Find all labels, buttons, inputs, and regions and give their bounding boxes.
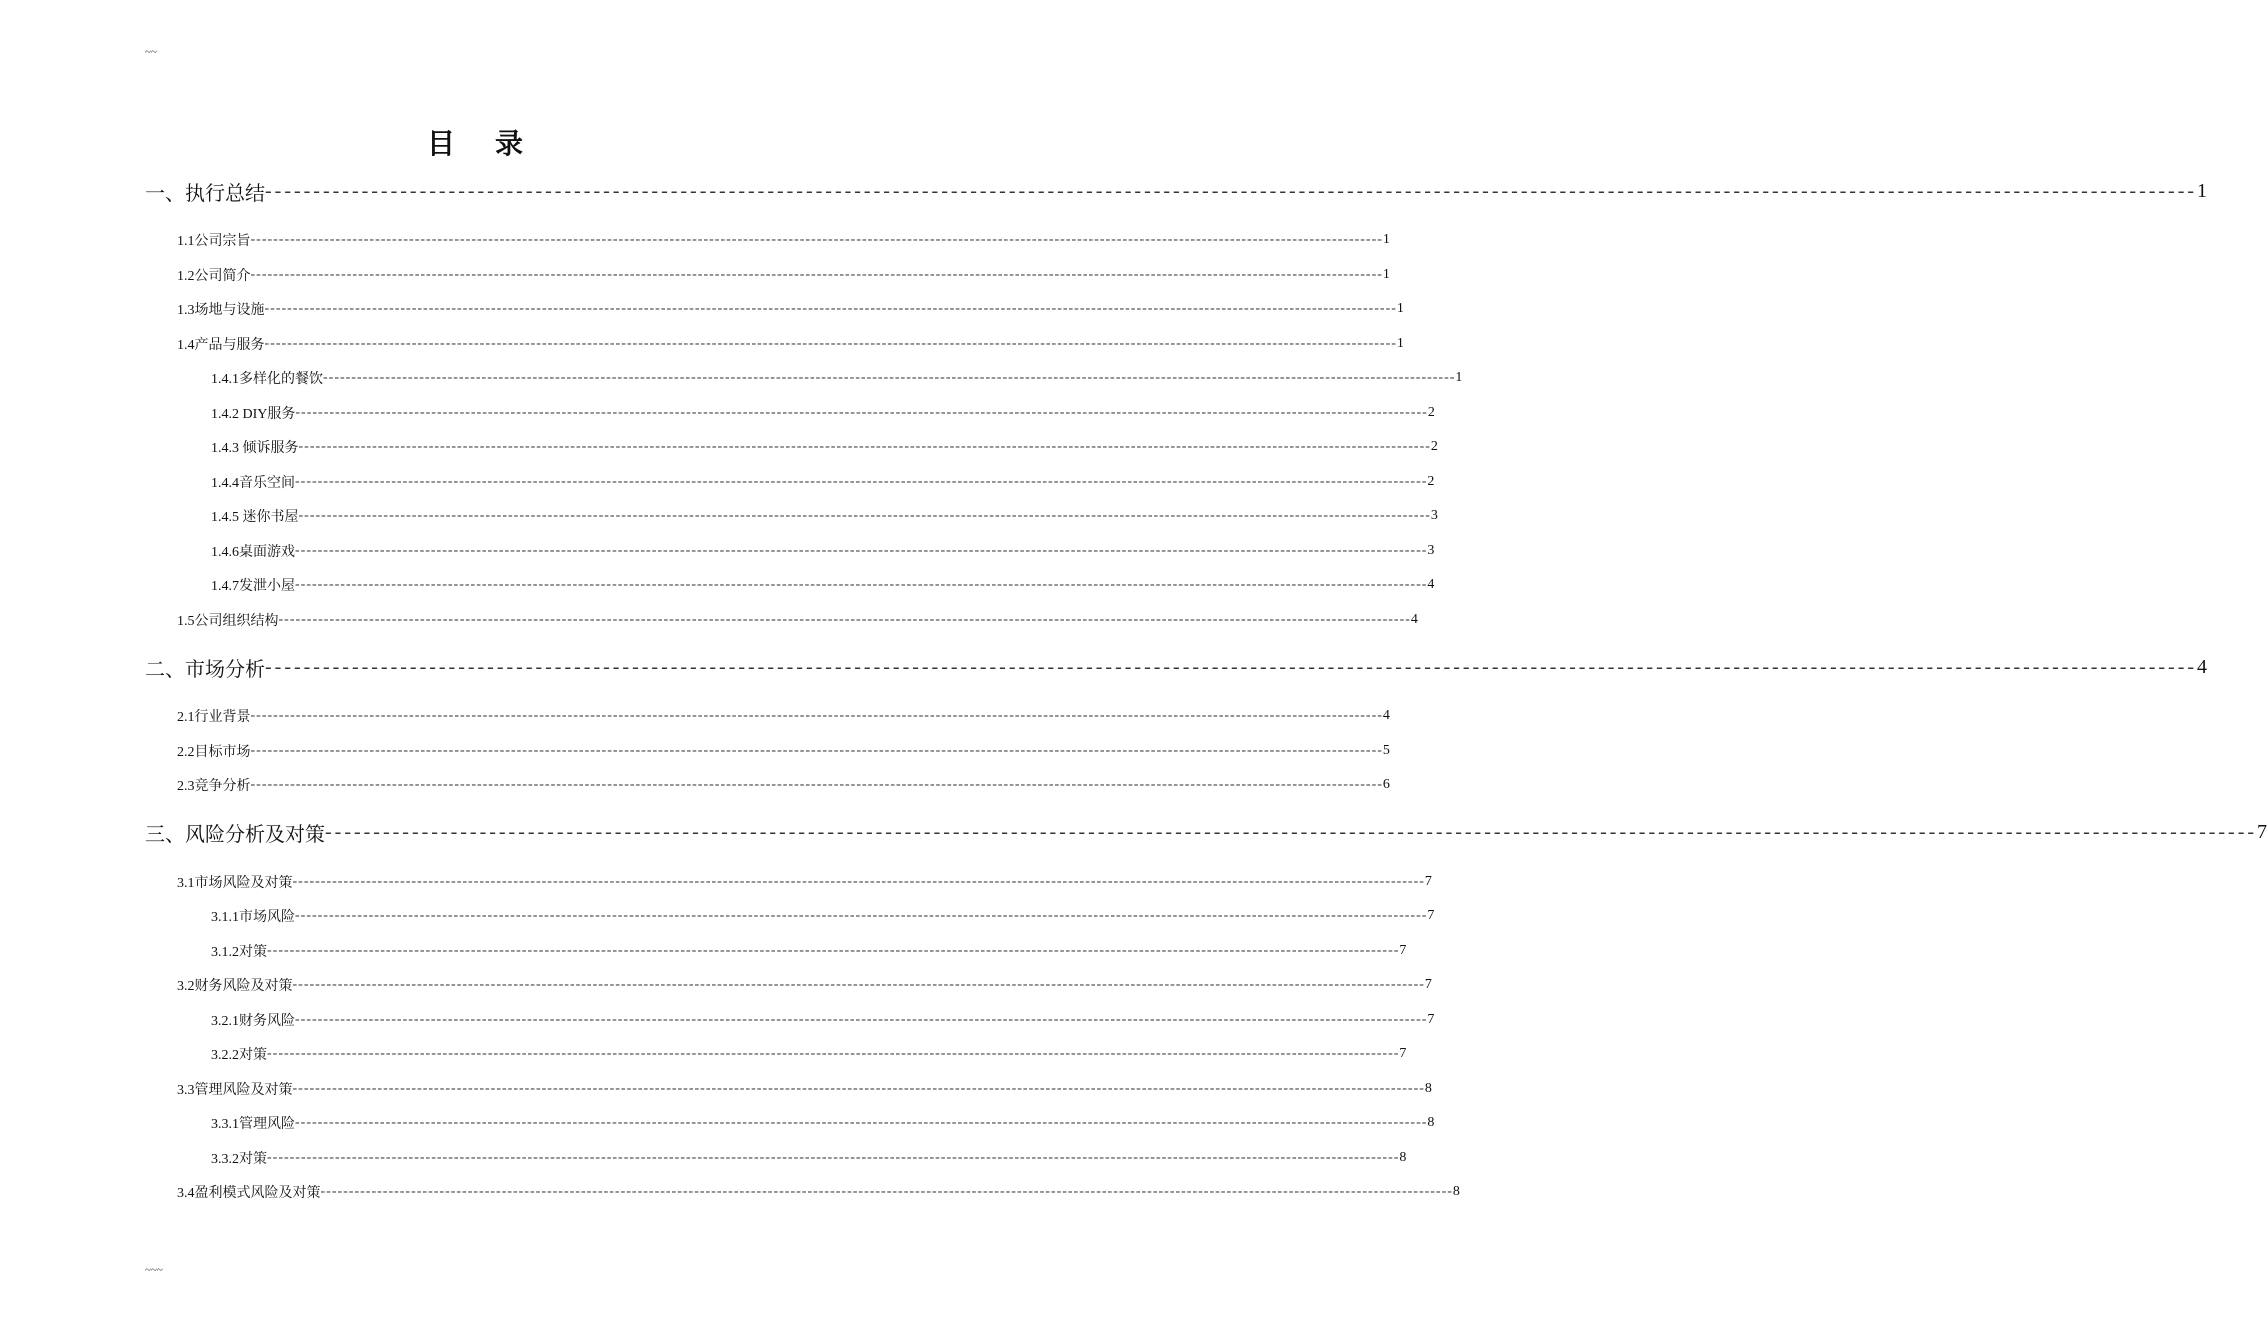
toc-entry-page: 4 — [2197, 655, 2208, 678]
toc-leader-dashes: -------------------------------------------------------------------------------------------------------------------------------------------------------------------------------------------------------- — [292, 1080, 1425, 1096]
toc-entry-page: 2 — [1427, 473, 1435, 489]
toc-entry-page: 7 — [1399, 942, 1407, 958]
toc-leader-dashes: -------------------------------------------------------------------------------------------------------------------------------------------------------------------------------------------------------- — [295, 1115, 1428, 1131]
toc-entry[interactable] — [145, 642, 2208, 692]
toc-entry-page: 1 — [1382, 266, 1390, 282]
toc-entry-page: 8 — [1424, 1080, 1432, 1096]
toc-entry[interactable] — [145, 327, 1404, 362]
toc-entry[interactable] — [145, 292, 1404, 327]
toc-entry-label: 3.2财务风险及对策 — [177, 979, 293, 995]
toc-entry-label: 1.5公司组织结构 — [177, 613, 279, 629]
page-title: 目录 — [426, 127, 563, 160]
toc-leader-dashes: -------------------------------------------------------------------------------------------------------------------------------------------------------------------------------------------------------- — [295, 473, 1428, 489]
toc-entry-label: 1.4.2 DIY服务 — [211, 406, 296, 422]
toc-leader-dashes: -------------------------------------------------------------------------------------------------------------------------------------------------------------------------------------------------------- — [292, 873, 1425, 889]
toc-entry-label: 3.1市场风险及对策 — [177, 875, 293, 891]
toc-leader-dashes: -------------------------------------------------------------------------------------------------------------------------------------------------------------------------------------------------------- — [250, 742, 1383, 758]
toc-leader-dashes: -------------------------------------------------------------------------------------------------------------------------------------------------------------------------------------------------------- — [295, 542, 1428, 558]
toc-entry[interactable] — [145, 430, 1438, 465]
toc-entry-label: 1.2公司简介 — [177, 268, 251, 284]
toc-entry[interactable] — [145, 1106, 1435, 1141]
toc-entry[interactable] — [145, 1175, 1460, 1210]
toc-entry-label: 3.3.2对策 — [211, 1151, 267, 1167]
toc-entry[interactable] — [145, 1037, 1407, 1072]
toc-leader-dashes: -------------------------------------------------------------------------------------------------------------------------------------------------------------------------------------------------------- — [323, 370, 1456, 386]
toc-entry[interactable] — [145, 808, 2267, 858]
toc-entry[interactable] — [145, 768, 1390, 803]
toc-entry[interactable] — [145, 1141, 1407, 1176]
toc-leader-dashes: -------------------------------------------------------------------------------------------------------------------------------------------------------------------------------------------------------- — [292, 977, 1425, 993]
toc-entry[interactable] — [145, 223, 1390, 258]
toc-leader-dashes: -------------------------------------------------------------------------------------------------------------------------------------------------------------------------------------------------------- — [320, 1184, 1453, 1200]
toc-entry-page: 3 — [1430, 508, 1438, 524]
toc-entry-label: 二、市场分析 — [145, 658, 265, 681]
toc-entry-label: 1.4.7发泄小屋 — [211, 579, 295, 595]
toc-entry-label: 1.4.5 迷你书屋 — [211, 510, 299, 526]
toc-entry-label: 3.3.1管理风险 — [211, 1117, 295, 1133]
toc-entry-page: 8 — [1452, 1184, 1460, 1200]
toc-entry-label: 1.4.3 倾诉服务 — [211, 441, 299, 457]
toc-leader-dashes: -------------------------------------------------------------------------------------------------------------------------------------------------------------------------------------------------------- — [295, 404, 1428, 420]
toc-entry[interactable] — [145, 899, 1435, 934]
toc-entry-label: 3.1.1市场风险 — [211, 910, 295, 926]
toc-entry[interactable] — [145, 465, 1435, 500]
toc-entry-page: 7 — [1424, 977, 1432, 993]
toc-entry-page: 7 — [2257, 821, 2267, 843]
toc-leader-dashes: -------------------------------------------------------------------------------------------------------------------------------------------------------------------------------------------------------- — [250, 266, 1383, 282]
toc-entry[interactable] — [145, 534, 1435, 569]
toc-entry[interactable] — [145, 865, 1432, 900]
toc-entry[interactable] — [145, 1072, 1432, 1107]
toc-entry-label: 1.4.6桌面游戏 — [211, 544, 295, 560]
toc-leader-dashes: -------------------------------------------------------------------------------------------------------------------------------------------------------------------------------------------------------- — [267, 1046, 1400, 1062]
toc-entry-label: 1.4.4音乐空间 — [211, 475, 295, 491]
toc-entry-page: 1 — [1396, 301, 1404, 317]
toc-entry-page: 1 — [1396, 335, 1404, 351]
toc-leader-dashes: -------------------------------------------------------------------------------------------------------------------------------------------------------------------------------------------------------- — [295, 908, 1428, 924]
toc-entry-page: 8 — [1427, 1115, 1435, 1131]
toc-entry-page: 2 — [1430, 439, 1438, 455]
toc-entry-label: 2.3竞争分析 — [177, 779, 251, 795]
toc-entry[interactable] — [145, 603, 1418, 638]
toc-leader-dashes: -------------------------------------------------------------------------------------------------------------------------------------------------------------------------------------------------------- — [265, 179, 2198, 202]
toc-entry-page: 4 — [1427, 577, 1435, 593]
toc-entry-page: 7 — [1427, 908, 1435, 924]
toc-entry-label: 3.1.2对策 — [211, 944, 267, 960]
toc-leader-dashes: -------------------------------------------------------------------------------------------------------------------------------------------------------------------------------------------------------- — [298, 439, 1431, 455]
toc-leader-dashes: -------------------------------------------------------------------------------------------------------------------------------------------------------------------------------------------------------- — [265, 655, 2198, 678]
toc-leader-dashes: -------------------------------------------------------------------------------------------------------------------------------------------------------------------------------------------------------- — [267, 942, 1400, 958]
toc-entry[interactable] — [145, 734, 1390, 769]
toc-leader-dashes: -------------------------------------------------------------------------------------------------------------------------------------------------------------------------------------------------------- — [250, 777, 1383, 793]
toc-entry[interactable] — [145, 258, 1390, 293]
toc-leader-dashes: -------------------------------------------------------------------------------------------------------------------------------------------------------------------------------------------------------- — [298, 508, 1431, 524]
page-footer-mark: ~~~ — [145, 1264, 163, 1276]
toc-entry[interactable] — [145, 166, 2208, 216]
toc-entry-label: 3.3管理风险及对策 — [177, 1082, 293, 1098]
toc-entry[interactable] — [145, 699, 1390, 734]
toc-entry-label: 3.2.2对策 — [211, 1048, 267, 1064]
toc-entry-page: 3 — [1427, 542, 1435, 558]
toc-entry-page: 7 — [1399, 1046, 1407, 1062]
toc-entry-label: 1.4.1多样化的餐饮 — [211, 372, 323, 388]
toc-leader-dashes: -------------------------------------------------------------------------------------------------------------------------------------------------------------------------------------------------------- — [264, 301, 1397, 317]
toc-entry[interactable] — [145, 499, 1438, 534]
toc-leader-dashes: -------------------------------------------------------------------------------------------------------------------------------------------------------------------------------------------------------- — [295, 577, 1428, 593]
toc-entry-label: 2.1行业背景 — [177, 710, 251, 726]
toc-leader-dashes: -------------------------------------------------------------------------------------------------------------------------------------------------------------------------------------------------------- — [250, 232, 1383, 248]
toc-entry[interactable] — [145, 396, 1435, 431]
toc-leader-dashes: -------------------------------------------------------------------------------------------------------------------------------------------------------------------------------------------------------- — [325, 821, 2258, 843]
toc-entry-label: 1.4产品与服务 — [177, 337, 265, 353]
toc-entry-page: 4 — [1410, 611, 1418, 627]
toc-entry-page: 1 — [2197, 179, 2208, 202]
toc-leader-dashes: -------------------------------------------------------------------------------------------------------------------------------------------------------------------------------------------------------- — [295, 1011, 1428, 1027]
toc-entry-label: 2.2目标市场 — [177, 744, 251, 760]
toc-entry-page: 4 — [1382, 708, 1390, 724]
toc-entry-page: 2 — [1427, 404, 1435, 420]
toc-entry-page: 6 — [1382, 777, 1390, 793]
toc-leader-dashes: -------------------------------------------------------------------------------------------------------------------------------------------------------------------------------------------------------- — [264, 335, 1397, 351]
toc-entry-label: 3.4盈利模式风险及对策 — [177, 1186, 321, 1202]
toc-leader-dashes: -------------------------------------------------------------------------------------------------------------------------------------------------------------------------------------------------------- — [278, 611, 1411, 627]
toc-entry-page: 8 — [1399, 1149, 1407, 1165]
toc-entry[interactable] — [145, 1003, 1435, 1038]
toc-entry-label: 1.1公司宗旨 — [177, 234, 251, 250]
toc-entry[interactable] — [145, 934, 1407, 969]
toc-entry-page: 1 — [1382, 232, 1390, 248]
toc-leader-dashes: -------------------------------------------------------------------------------------------------------------------------------------------------------------------------------------------------------- — [250, 708, 1383, 724]
page-header-mark: ~~ — [145, 46, 157, 58]
toc-entry-label: 1.3场地与设施 — [177, 303, 265, 319]
toc-entry-page: 5 — [1382, 742, 1390, 758]
toc-entry-page: 1 — [1455, 370, 1463, 386]
toc-entry[interactable] — [145, 361, 1463, 396]
toc-leader-dashes: -------------------------------------------------------------------------------------------------------------------------------------------------------------------------------------------------------- — [267, 1149, 1400, 1165]
toc-entry-label: 三、风险分析及对策 — [145, 824, 325, 846]
toc-entry[interactable] — [145, 968, 1432, 1003]
toc-entry-page: 7 — [1424, 873, 1432, 889]
toc-entry-page: 7 — [1427, 1011, 1435, 1027]
toc-entry-label: 一、执行总结 — [145, 182, 265, 205]
table-of-contents — [145, 166, 2267, 1210]
toc-entry[interactable] — [145, 568, 1435, 603]
toc-entry-label: 3.2.1财务风险 — [211, 1013, 295, 1029]
